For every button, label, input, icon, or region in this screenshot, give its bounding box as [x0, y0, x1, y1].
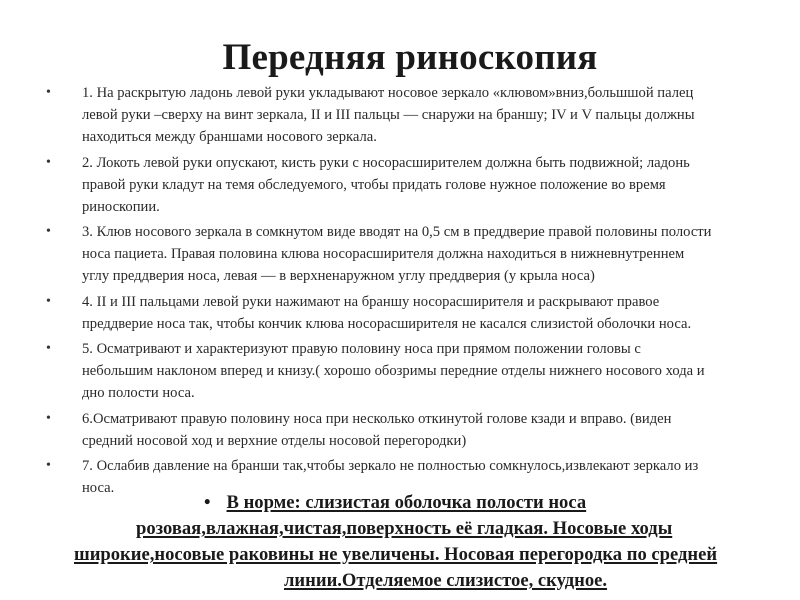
step-line: небольшим наклоном вперед и книзу.( хорошо обозримы передние отделы нижнего носового хода и — [82, 363, 705, 379]
step-line: находиться между браншами носового зеркала. — [82, 129, 377, 145]
bullet-icon: • — [204, 492, 211, 513]
step-line: 4. II и III пальцами левой руки нажимают на браншу носорасширителя и раскрывают правое — [82, 293, 660, 310]
procedure-steps-list — [0, 82, 800, 503]
bullet-icon: • — [46, 224, 51, 239]
step-line: носа. — [82, 480, 115, 496]
procedure-step-3 — [0, 221, 800, 287]
norm-heading: В норме: слизистая оболочка полости носа — [226, 492, 587, 513]
norm-line-2: розовая,влажная,чистая,поверхность её гладкая. Носовые ходы — [136, 518, 673, 539]
step-line: преддверие носа так, чтобы кончик клюва носорасширителя не касался слизистой оболочки носа. — [82, 315, 692, 332]
step-line: углу преддверия носа, левая — в верхненаружном углу преддверия (у крыла носа) — [82, 268, 595, 284]
bullet-icon: • — [46, 293, 51, 309]
norm-line-1 — [0, 490, 800, 516]
procedure-step-4 — [0, 291, 800, 335]
bullet-icon: • — [46, 154, 51, 170]
bullet-icon: • — [46, 458, 51, 473]
normal-findings-note — [0, 490, 800, 594]
slide-title: Передняя риноскопия — [222, 37, 598, 78]
step-line: правой руки кладут на темя обследуемого, чтобы придать голове нужное положение во время — [82, 176, 666, 193]
step-line: 5. Осматривают и характеризуют правую половину носа при прямом положении головы с — [82, 341, 641, 357]
step-line: риноскопии. — [82, 198, 160, 215]
step-line: средний носовой ход и верхние отделы носовой перегородки) — [82, 432, 467, 449]
step-line: 2. Локоть левой руки опускают, кисть руки с носорасширителем должна быть подвижной; ладонь — [82, 154, 690, 171]
procedure-step-6 — [0, 408, 800, 452]
step-line: 3. Клюв носового зеркала в сомкнутом виде вводят на 0,5 см в преддверие правой половины полости — [82, 224, 712, 240]
step-line: 6.Осматривают правую половину носа при несколько откинутой голове кзади и вправо. (виден — [82, 410, 672, 427]
norm-line-4: линии.Отделяемое слизистое, скудное. — [284, 570, 608, 591]
procedure-step-2 — [0, 152, 800, 218]
step-line: 7. Ослабив давление на бранши так,чтобы зеркало не полностью сомкнулось,извлекают зеркало из — [82, 458, 699, 474]
norm-line-3: широкие,носовые раковины не увеличены. Носовая перегородка по средней — [74, 544, 718, 565]
bullet-icon: • — [46, 85, 51, 100]
step-line: дно полости носа. — [82, 385, 195, 401]
procedure-step-1 — [0, 82, 800, 148]
step-line: левой руки –сверху на винт зеркала, II и III пальцы — снаружи на браншу; IV и V пальцы должны — [82, 107, 695, 123]
step-line: носа пациета. Правая половина клюва носорасширителя должна находиться в нижневнутреннем — [82, 246, 685, 262]
procedure-step-5 — [0, 338, 800, 404]
bullet-icon: • — [46, 341, 51, 356]
step-line: 1. На раскрытую ладонь левой руки укладывают носовое зеркало «клювом»вниз,большшой палец — [82, 85, 694, 101]
bullet-icon: • — [46, 410, 51, 426]
